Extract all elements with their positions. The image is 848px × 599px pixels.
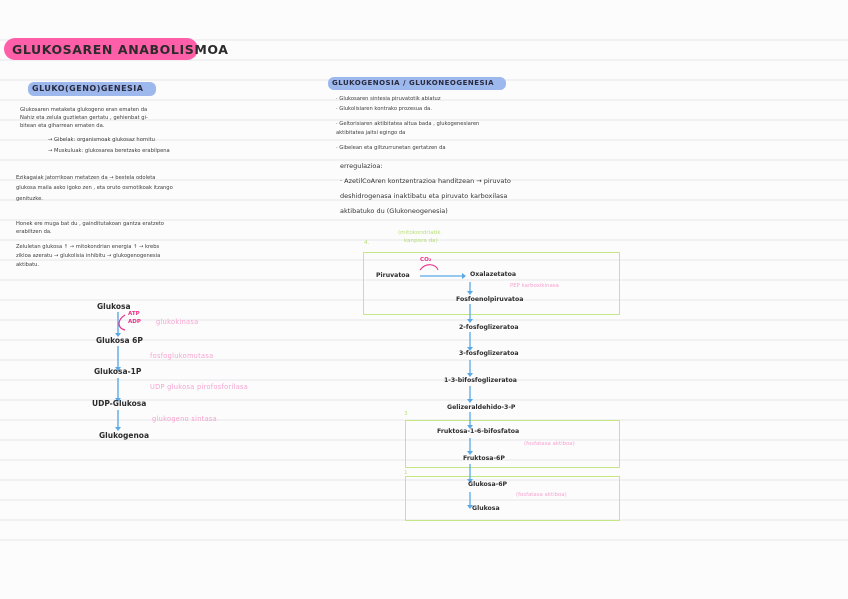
page-title: GLUKOSAREN ANABOLISMOA [12,42,229,57]
mito-note-line1: (mitokondriatik [398,230,441,236]
left-para2-line2: glukosa maila asko igoko zen , eta oruto osmotikoak itzango [16,185,173,191]
enzyme-fosfatasa-1: (fosfatasa aktiboa) [524,441,575,447]
right-bullet2: · Glukolisiaren kontrako prozesua da. [336,106,432,112]
left-para1-line1: Glukosaren metaketa glukogeno eran ematen da [20,107,148,113]
left-para2-line3: genituzke. [16,196,43,202]
node-fosfoenolpiruvatoa: Fosfoenolpiruvatoa [456,296,524,303]
node-udp-glukosa: UDP-Glukosa [92,399,147,408]
node-glukosa: Glukosa [97,302,131,311]
regulation-line3: aktibatuko du (Glukoneogenesia) [340,207,448,215]
left-bullet2: → Muskuluak: glukosarea beretzako erabilpena [48,148,170,154]
enzyme-glukokinasa: glukokinasa [156,318,199,326]
node-fruktosa-6p: Fruktosa-6P [463,455,505,462]
left-bullet1: → Gibelak: organismoak glukosaz hornitu [48,137,155,143]
mito-note-line2: kanpora da) [404,238,438,244]
enzyme-pep-karboxikinasa: PEP karboxikinasa [510,283,559,289]
co2-label: CO₂ [420,257,432,263]
node-oxalazetatoa: Oxalazetatoa [470,271,517,278]
node-3-fosfoglizeratoa: 3-fosfoglizeratoa [459,350,519,357]
left-para3-line1: Honek ere muga bat du , gainditutakoan gantza eratzeto [16,221,164,227]
left-para4-line2: zikloa azeratu → glukolisia inhibitu → glukogenogenesia [16,253,161,259]
left-para3-line2: erabiltzen da. [16,229,52,235]
node-glukosa-right: Glukosa [472,505,500,512]
atp-label: ATP [128,311,140,317]
enzyme-fosfoglukomutasa: fosfoglukomutasa [150,352,214,360]
regulation-title: erregulazioa: [340,162,383,170]
node-glukosa-6p: Glukosa 6P [96,336,143,345]
left-para1-line2: Nahiz eta zelula guztietan gertatu , gehienbat gi- [20,115,148,121]
box-number: 4. [364,240,370,246]
regulation-line2: deshidrogenasa inaktibatu eta piruvato karboxilasa [340,192,508,200]
node-2-fosfoglizeratoa: 2-fosfoglizeratoa [459,324,519,331]
node-glukogenoa: Glukogenoa [99,431,150,440]
node-glukosa-6p-right: Glukosa-6P [468,481,508,488]
enzyme-fosfatasa-2: (fosfatasa aktiboa) [516,492,567,498]
node-piruvatoa: Piruvatoa [376,272,410,279]
enzyme-udp-pirofosforilasa: UDP glukosa pirofosforilasa [150,383,249,391]
left-para4-line3: aktibatu. [16,262,40,268]
node-fruktosa-1-6-bifosfatoa: Fruktosa-1-6-bifosfatoa [437,428,520,435]
node-glukosa-1p: Glukosa-1P [94,367,142,376]
node-1-3-bifosfoglizeratoa: 1-3-bifosfoglizeratoa [444,377,517,384]
node-gelizeraldehido-3-p: Gelizeraldehido-3-P [447,404,516,411]
left-heading: GLUKO(GENO)GENESIA [32,84,144,93]
mark-3: 3 [404,411,408,417]
mark-1: 1 [404,470,408,476]
left-para1-line3: bitean eta giharrean ematen da. [20,123,105,129]
left-para4-line1: Zeluletan glukosa ↑ → mitokondrian energia ↑ → krebs [16,244,160,250]
enzyme-glukogeno-sintasa: glukogeno sintasa [152,415,218,423]
right-heading: GLUKOGENOSIA / GLUKONEOGENESIA [332,79,495,87]
right-bullet4: aktibitatea jaitsi egingo da [336,130,406,136]
right-bullet5: · Gibelean eta giltzurrunetan gertatzen da [336,145,446,151]
regulation-line1: · AzetilCoAren kontzentrazioa handitzean → piruvato [340,177,511,185]
right-bullet1: · Glukosaren sintesia piruvatotik abiatuz [336,96,441,102]
left-para2-line1: Ezikagaiak jatorrikoan metatzen da → bestela odoleta [16,175,156,181]
adp-label: ADP [128,319,141,325]
right-bullet3: · Geltorisiaren aktibitatea altua bada , glukogenesiaren [336,121,480,127]
